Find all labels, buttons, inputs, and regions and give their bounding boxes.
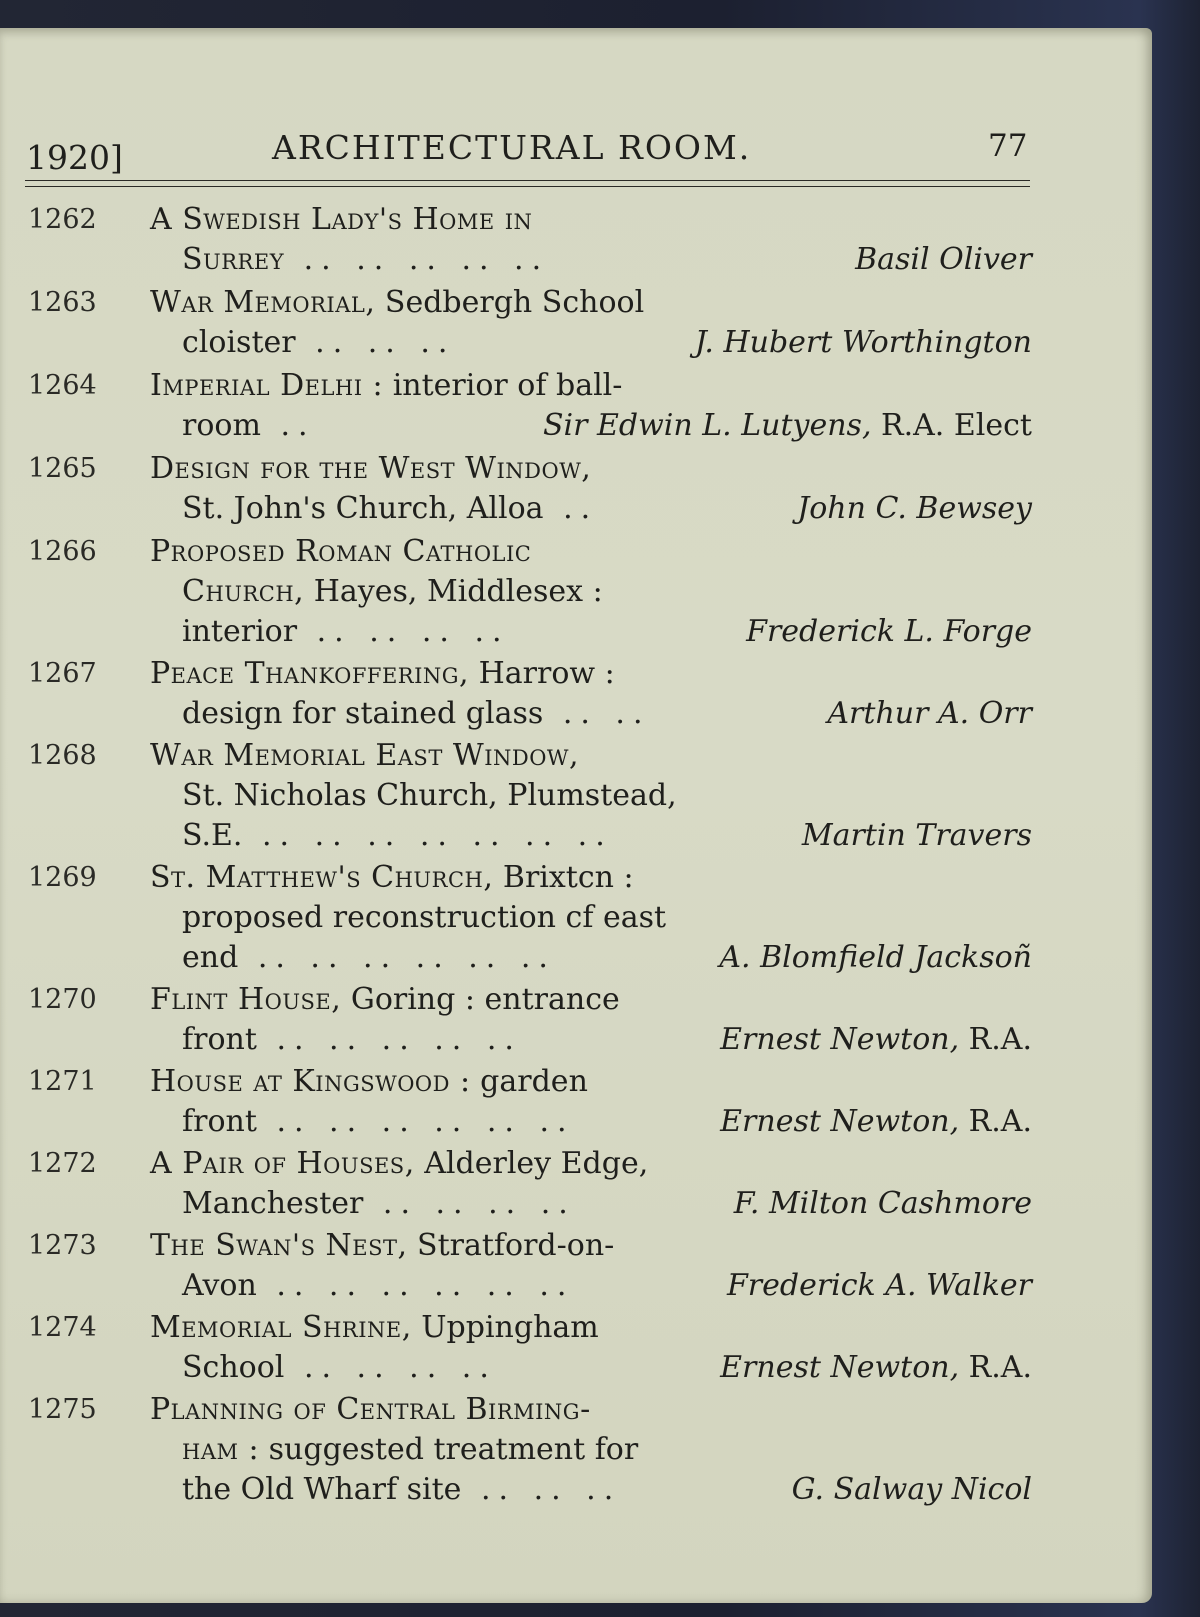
entry-artist: G. Salway Nicol (791, 1472, 1032, 1507)
entry-title-cont: Avon (182, 1268, 257, 1303)
entry-last-line (182, 406, 1032, 446)
entry-title-line (150, 1062, 1032, 1102)
entry-artist: Ernest Newton, R.A. (720, 1104, 1032, 1139)
entry-number: 1271 (28, 1066, 97, 1097)
entry-title: Memorial Shrine, (150, 1310, 412, 1345)
catalogue-page (0, 28, 1152, 1603)
dot-leader: .. .. .. .. (303, 1350, 497, 1385)
entry-title-rest: Sedbergh School (375, 285, 645, 320)
entry-number: 1262 (28, 204, 97, 235)
entry-title: Flint House, (150, 982, 342, 1017)
page-header (0, 120, 1120, 180)
entry-number: 1275 (28, 1394, 97, 1425)
entry-title-rest: Stratford-on- (407, 1228, 615, 1263)
entry-title: A Pair of Houses, (150, 1146, 415, 1181)
dot-leader: .. .. .. .. .. .. .. (262, 818, 613, 853)
dot-leader: .. .. .. (315, 325, 456, 360)
entry-title-rest: interior of ball- (383, 368, 623, 403)
entry-title: Imperial Delhi : (150, 368, 384, 403)
entry-last-line (182, 816, 1032, 856)
entry-artist: Ernest Newton, R.A. (720, 1022, 1032, 1057)
entry-title: Design for the West Window, (150, 451, 592, 486)
entry-title-rest: Brixtcn : (493, 860, 634, 895)
entry-title-rest: Uppingham (411, 1310, 599, 1345)
entry-title-line (150, 980, 1032, 1020)
entry-last-line (182, 1184, 1032, 1224)
dot-leader: .. .. (562, 696, 651, 731)
entry-title-line (150, 654, 1032, 694)
entry-title-rest: Goring : entrance (341, 982, 620, 1017)
entry-artist: Martin Travers (801, 818, 1032, 853)
entry-title-cont: the Old Wharf site (182, 1472, 462, 1507)
entry-title-line (150, 449, 1032, 489)
entry-last-line (182, 323, 1032, 363)
dot-leader: .. (563, 491, 599, 526)
entry-title-cont: Manchester (182, 1186, 364, 1221)
entry-artist: Arthur A. Orr (827, 696, 1032, 731)
entry-title-cont: design for stained glass (182, 696, 544, 731)
entry-title-cont: School (182, 1350, 285, 1385)
entry-title-line (150, 736, 1032, 776)
entry-number: 1263 (28, 287, 97, 318)
entry-number: 1266 (28, 536, 97, 567)
entry-title: A Swedish Lady's Home in (150, 202, 533, 237)
entry-title-line (150, 532, 1032, 572)
entry-number: 1274 (28, 1312, 97, 1343)
page-number: 77 (988, 128, 1028, 164)
dot-leader: .. (280, 408, 316, 443)
entry-last-line (182, 489, 1032, 529)
entry-number: 1264 (28, 370, 97, 401)
page-title: ARCHITECTURAL ROOM. (272, 128, 752, 167)
entry-number: 1273 (28, 1230, 97, 1261)
entry-artist: Ernest Newton, R.A. (720, 1350, 1032, 1385)
entry-number: 1269 (28, 862, 97, 893)
entry-title-rest: garden (470, 1064, 588, 1099)
entry-title-rest: Alderley Edge, (414, 1146, 649, 1181)
entry-title-cont: front (182, 1022, 257, 1057)
entry-artist: J. Hubert Worthington (694, 325, 1032, 360)
entry-artist: Frederick L. Forge (746, 614, 1032, 649)
entry-number: 1265 (28, 453, 97, 484)
entry-title-line-2 (182, 572, 1032, 612)
entry-title-line (150, 283, 1032, 323)
entry-last-line (182, 240, 1032, 280)
entry-title: Planning of Central Birming- (150, 1392, 591, 1427)
dot-leader: .. .. .. .. .. (276, 1022, 522, 1057)
entry-title-line-2 (182, 776, 1032, 816)
entry-title: War Memorial East Window, (150, 738, 580, 773)
entry-number: 1268 (28, 740, 97, 771)
entry-title-rest: Harrow : (469, 656, 615, 691)
header-rule-top (25, 180, 1030, 181)
entry-artist: A. Blomfield Jacksoñ (719, 940, 1032, 975)
header-rule-bottom (25, 186, 1030, 187)
entry-title-cont: Surrey (182, 242, 285, 277)
entry-last-line (182, 1348, 1032, 1388)
entry-title-cont: proposed reconstruction cf east (182, 900, 667, 935)
entry-title-cont: room (182, 408, 261, 443)
entry-last-line (182, 612, 1032, 652)
entry-artist: Sir Edwin L. Lutyens, R.A. Elect (542, 408, 1032, 443)
entry-title-line (150, 1144, 1032, 1184)
entry-title: St. Matthew's Church, (150, 860, 494, 895)
entry-title-line (150, 366, 1032, 406)
entry-last-line (182, 1020, 1032, 1060)
entry-last-line (182, 1102, 1032, 1142)
dot-leader: .. .. .. .. .. .. (276, 1268, 575, 1303)
entry-title-cont: end (182, 940, 239, 975)
entry-title: War Memorial, (150, 285, 376, 320)
entry-last-line (182, 1266, 1032, 1306)
dot-leader: .. .. .. .. .. (303, 242, 550, 277)
entry-title: The Swan's Nest, (150, 1228, 408, 1263)
entry-title-line (150, 1308, 1032, 1348)
entry-title-cont: interior (182, 614, 298, 649)
entry-title: Proposed Roman Catholic (150, 534, 532, 569)
entry-title-cont: S.E. (182, 818, 243, 853)
entry-title-cont: St. John's Church, Alloa (182, 491, 544, 526)
entry-title-line (150, 858, 1032, 898)
entry-artist: John C. Bewsey (797, 491, 1032, 526)
entry-title-cont-sc: ham : (182, 1432, 260, 1467)
entry-title-cont: front (182, 1104, 257, 1139)
dot-leader: .. .. .. .. .. .. (276, 1104, 575, 1139)
entry-last-line (182, 1470, 1032, 1510)
entry-title-cont-sc: Church, (182, 574, 305, 609)
header-year: 1920] (26, 138, 123, 177)
entry-title-line (150, 200, 1032, 240)
dot-leader: .. .. .. .. (382, 1186, 576, 1221)
entry-title-cont: Hayes, Middlesex : (304, 574, 603, 609)
entry-title-line-2 (182, 1430, 1032, 1470)
entry-number: 1272 (28, 1148, 97, 1179)
entry-title-line-2 (182, 898, 1032, 938)
entry-number: 1267 (28, 658, 97, 689)
entry-title-cont: cloister (182, 325, 296, 360)
entry-artist: F. Milton Cashmore (733, 1186, 1032, 1221)
dot-leader: .. .. .. .. .. .. (257, 940, 556, 975)
entry-title-cont: St. Nicholas Church, Plumstead, (182, 778, 677, 813)
entry-number: 1270 (28, 984, 97, 1015)
entry-title-line (150, 1226, 1032, 1266)
entry-artist: Frederick A. Walker (726, 1268, 1032, 1303)
entry-last-line (182, 694, 1032, 734)
dot-leader: .. .. .. (480, 1472, 622, 1507)
entry-title: House at Kingswood : (150, 1064, 471, 1099)
entry-artist: Basil Oliver (855, 242, 1032, 277)
entry-last-line (182, 938, 1032, 978)
entry-title-line (150, 1390, 1032, 1430)
entry-title-cont: suggested treatment for (259, 1432, 639, 1467)
dot-leader: .. .. .. .. (316, 614, 510, 649)
entry-title: Peace Thankoffering, (150, 656, 470, 691)
